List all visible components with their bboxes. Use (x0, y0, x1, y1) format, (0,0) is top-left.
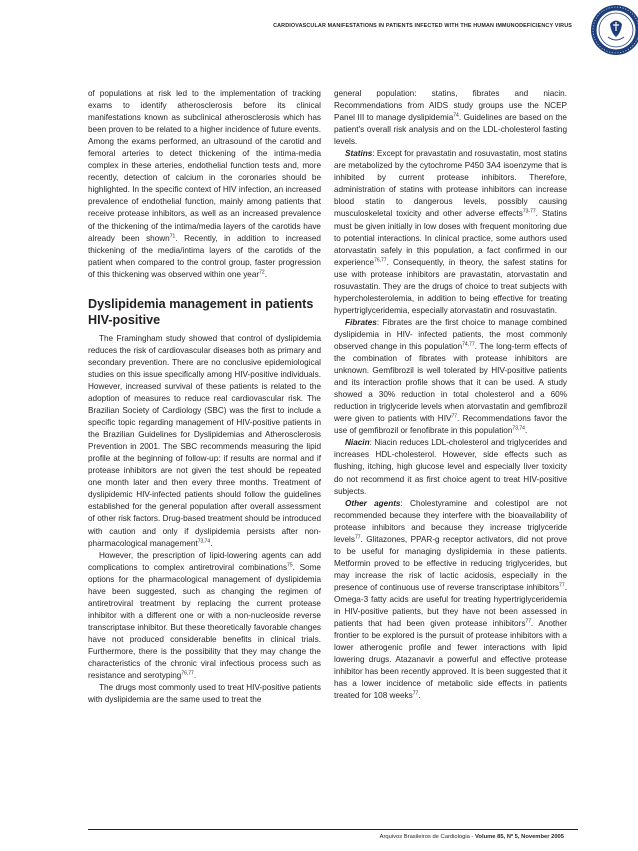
paragraph: The drugs most commonly used to treat HIV-positive patients with dyslipidemia are the same used to treat the (88, 683, 321, 705)
paragraph-niacin: Niacin: Niacin reduces LDL-cholesterol and triglycerides and increases HDL-cholesterol. However, side effects such as flushing, itching, high glucose level and especially liver toxicity do not recommend it as first choice agent to treat HIV-positive subjects. (334, 438, 567, 496)
journal-footer: Arquivos Brasileiros de Cardiologia - Volume 85, Nº 5, November 2005 (379, 834, 564, 840)
paragraph-statins: Statins: Except for pravastatin and rosuvastatin, most statins are metabolized by the cytochrome P450 3A4 isoenzyme that is inhibited by current protease inhibitors. Therefore, administration of statins with protease inhibitors can increase blood statin to dangerous levels, possibly causing musculoskeletal toxicity and other adverse effects$^{73-77}$. Statins must be given initially in low doses with frequent monitoring due to potential interactions. In clinical practice, some authors used atorvastatin safely in this population, a fact confirmed in our experience$^{76,77}$. Consequently, in theory, the safest statins for use with protease inhibitors are pravastatin, atorvastatin and rosuvastatin. They are the drugs of choice to treat subjects with hypercholesterolemia, in addition to being effective for treating hypertriglyceridemia, especially atorvastatin and rosuvastatin. (334, 149, 567, 315)
paragraph: The Framingham study showed that control of dyslipidemia reduces the risk of cardiovascular diseases both as primary and secondary prevention. There are no conclusive epidemiological studies on this issue specifically among HIV-positive individuals. However, increased survival of these patients is related to the adoption of measures to reduce real cardiovascular risk. The Brazilian Society of Cardiology (SBC) was the first to include a specific topic regarding management of HIV-positive patients in the Brazilian Guidelines for Dyslipidemias and Atherosclerosis Prevention in 2001. The SBC recommends measuring the lipid profile at the beginning of follow-up: if results are normal and if protease inhibitors are not given the test should be repeated one month later and then every three months. Treatment of dyslipidemic HIV-infected patients should follow the guidelines established for the general population after overall assessment of other risk factors. Drug-based treatment should be introduced with caution and only if dyslipidemia persists after non-pharmacological management$^{73,74}$. (88, 333, 321, 548)
right-column (334, 88, 567, 702)
paragraph-fibrates: Fibrates: Fibrates are the first choice to manage combined dyslipidemia in HIV- infected patients, the most commonly observed change in this population$^{74,77}$. The long-term effects of the combination of fibrates with protease inhibitors are unknown. Gemfibrozil is well tolerated by HIV-positive patients and its interaction profile shows that it can be used. A study showed a 30% reduction in total cholesterol and a 60% reduction in triglyceride levels when atorvastatin and gemfibrozil were given to patients with HIV$^{77}$. Recommendations favor the use of gemfibrozil or fenofibrate in this population$^{73,74}$. (334, 317, 568, 436)
left-column (88, 88, 321, 706)
footer-divider (88, 829, 578, 830)
running-title: CARDIOVASCULAR MANIFESTATIONS IN PATIENTS INFECTED WITH THE HUMAN IMMUNODEFICIENCY VIRUS (273, 23, 572, 29)
paragraph: of populations at risk led to the implementation of tracking exams to identify atherosclerosis before its clinical manifestations known as subclinical atherosclerosis which has been proven to be related to a higher incidence of future events. Among the exams performed, an ultrasound of the carotid and femoral arteries to detect thickening of the intima-media complex in these arteries, endothelial function tests and, more recently, detection of calcium in the coronaries should be highlighted. In the specific context of HIV infection, an increased prevalence of endothelial function, mainly among patients that receive protease inhibitors, as well as an increased prevalence of the thickening of the intima/media layers of the carotids have already been shown$^{71}$. Recently, in addition to increased thickening of the media/intima layers of the carotids of the patient when compared to the control group, faster progression of this thickening was observed within one year$^{72}$. (88, 89, 321, 279)
society-seal-icon (586, 4, 638, 56)
paragraph-other-agents: Other agents: Cholestyramine and colestipol are not recommended because they interfere with the bioavailability of protease inhibitors and because they increase triglyceride levels$^{77}$. Glitazones, PPAR-g receptor activators, did not prove to be useful for managing dyslipidemia in these patients. Metformin proved to be effective in reducing triglycerides, but may increase the risk of lactic acidosis, especially in the presence of continuous use of reverse transcriptase inhibitors$^{77}$. Omega-3 fatty acids are useful for treating hypertriglyceridemia in HIV-positive patients, but they have not been assessed in patients that had been given protease inhibitors$^{77}$. Another frontier to be explored is the pursuit of protease inhibitors with a lower atherogenic profile and fewer interactions with lipid lowering drugs. Atazanavir a powerful and effective protease inhibitor has been recently approved. It is been suggested that it has a lower incidence of metabolic side effects in patients treated for 108 weeks$^{77}$. (334, 498, 568, 701)
paragraph: general population: statins, fibrates and niacin. Recommendations from AIDS study groups use the NCEP Panel III to manage dyslipidemia$^{74}$. Guidelines are based on the patient's overall risk analysis and on the LDL-cholesterol fasting levels. (334, 89, 567, 147)
section-heading: Dyslipidemia management in patients HIV-positive (88, 296, 314, 328)
paragraph: However, the prescription of lipid-lowering agents can add complications to complex antiretroviral combinations$^{75}$. Some options for the pharmacological management of dyslipidemia have been suggested, such as changing the regimen of antiretroviral treatment by replacing the current protease inhibitor with a different one or with a non-nucleoside reverse transcriptase inhibitor. But these theoretically favorable changes have not produced considerable benefits in clinical trials. Furthermore, there is the possibility that they may change the characteristics of the chronic viral infectious process such as resistance and serotyping$^{76,77}$. (88, 550, 321, 681)
